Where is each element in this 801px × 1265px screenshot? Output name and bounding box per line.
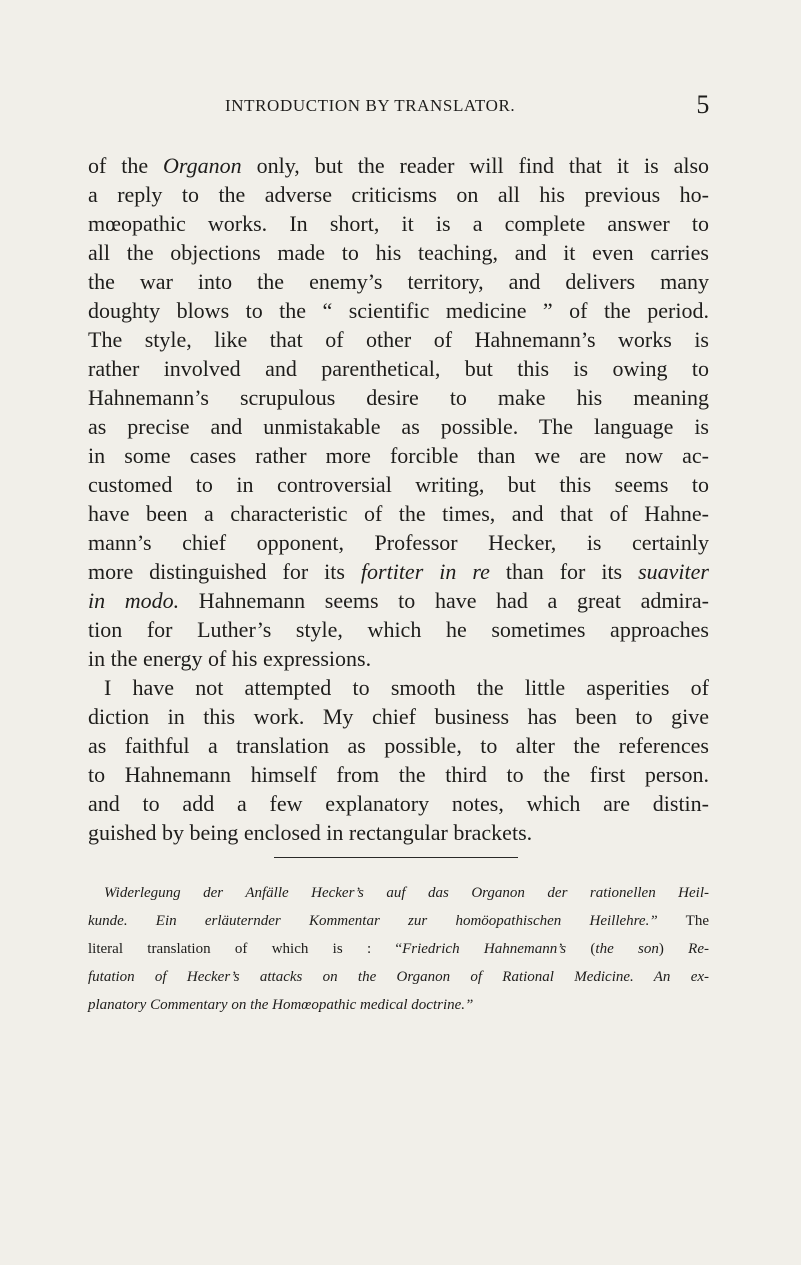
text-line: diction in this work. My chief business has been to give — [88, 704, 709, 729]
footnote-line: Widerlegung der Anfälle Hecker’s auf das Organon der rationellen Heil- — [104, 885, 709, 901]
text-line: The style, like that of other of Hahnemann’s works is — [88, 327, 709, 352]
italic-term: Organon — [163, 153, 242, 178]
text-line: a reply to the adverse criticisms on all his previous ho- — [88, 182, 709, 207]
text-line: mœopathic works. In short, it is a complete answer to — [88, 211, 709, 236]
text-line: in the energy of his expressions. — [88, 646, 372, 671]
italic-term: fortiter in re — [360, 559, 490, 584]
text-line: I have not attempted to smooth the little asperities of — [104, 675, 709, 700]
text-line: have been a characteristic of the times, and that of Hahne- — [88, 501, 709, 526]
text-line: rather involved and parenthetical, but this is owing to — [88, 356, 709, 381]
text-line: tion for Luther’s style, which he sometimes approaches — [88, 617, 709, 642]
footnote-divider — [274, 857, 518, 858]
italic-term: suaviter — [638, 559, 709, 584]
italic-term: in modo. — [88, 588, 180, 613]
text-line: and to add a few explanatory notes, which are distin- — [88, 791, 709, 816]
text-line: more distinguished for its fortiter in re than for its suaviter — [88, 559, 709, 584]
footnote-line: planatory Commentary on the Homœopathic medical doctrine.” — [88, 997, 474, 1013]
running-title: INTRODUCTION BY TRANSLATOR. — [225, 96, 516, 115]
text-line: as precise and unmistakable as possible. The language is — [88, 414, 709, 439]
text-line: guished by being enclosed in rectangular brackets. — [88, 820, 533, 845]
text-line: Hahnemann’s scrupulous desire to make his meaning — [88, 385, 709, 410]
page-number: 5 — [696, 90, 710, 119]
text-line: in some cases rather more forcible than we are now ac- — [88, 443, 709, 468]
text-line: as faithful a translation as possible, to alter the references — [88, 733, 709, 758]
text-line: customed to in controversial writing, but this seems to — [88, 472, 709, 497]
text-line: the war into the enemy’s territory, and delivers many — [88, 269, 709, 294]
text-line: all the objections made to his teaching, and it even carries — [88, 240, 709, 265]
text-line: to Hahnemann himself from the third to the first person. — [88, 762, 709, 787]
text-line: in modo. Hahnemann seems to have had a great admira- — [88, 588, 709, 613]
footnote-line: literal translation of which is : “Friedrich Hahnemann’s (the son) Re- — [88, 941, 709, 957]
text-line: doughty blows to the “ scientific medicine ” of the period. — [88, 298, 709, 323]
text-line: mann’s chief opponent, Professor Hecker, is certainly — [88, 530, 709, 555]
footnote-line: kunde. Ein erläuternder Kommentar zur homöopathischen Heillehre.” The — [88, 913, 709, 929]
text-line: of the Organon only, but the reader will find that it is also — [88, 153, 710, 178]
footnote-line: futation of Hecker’s attacks on the Organon of Rational Medicine. An ex- — [88, 969, 709, 985]
